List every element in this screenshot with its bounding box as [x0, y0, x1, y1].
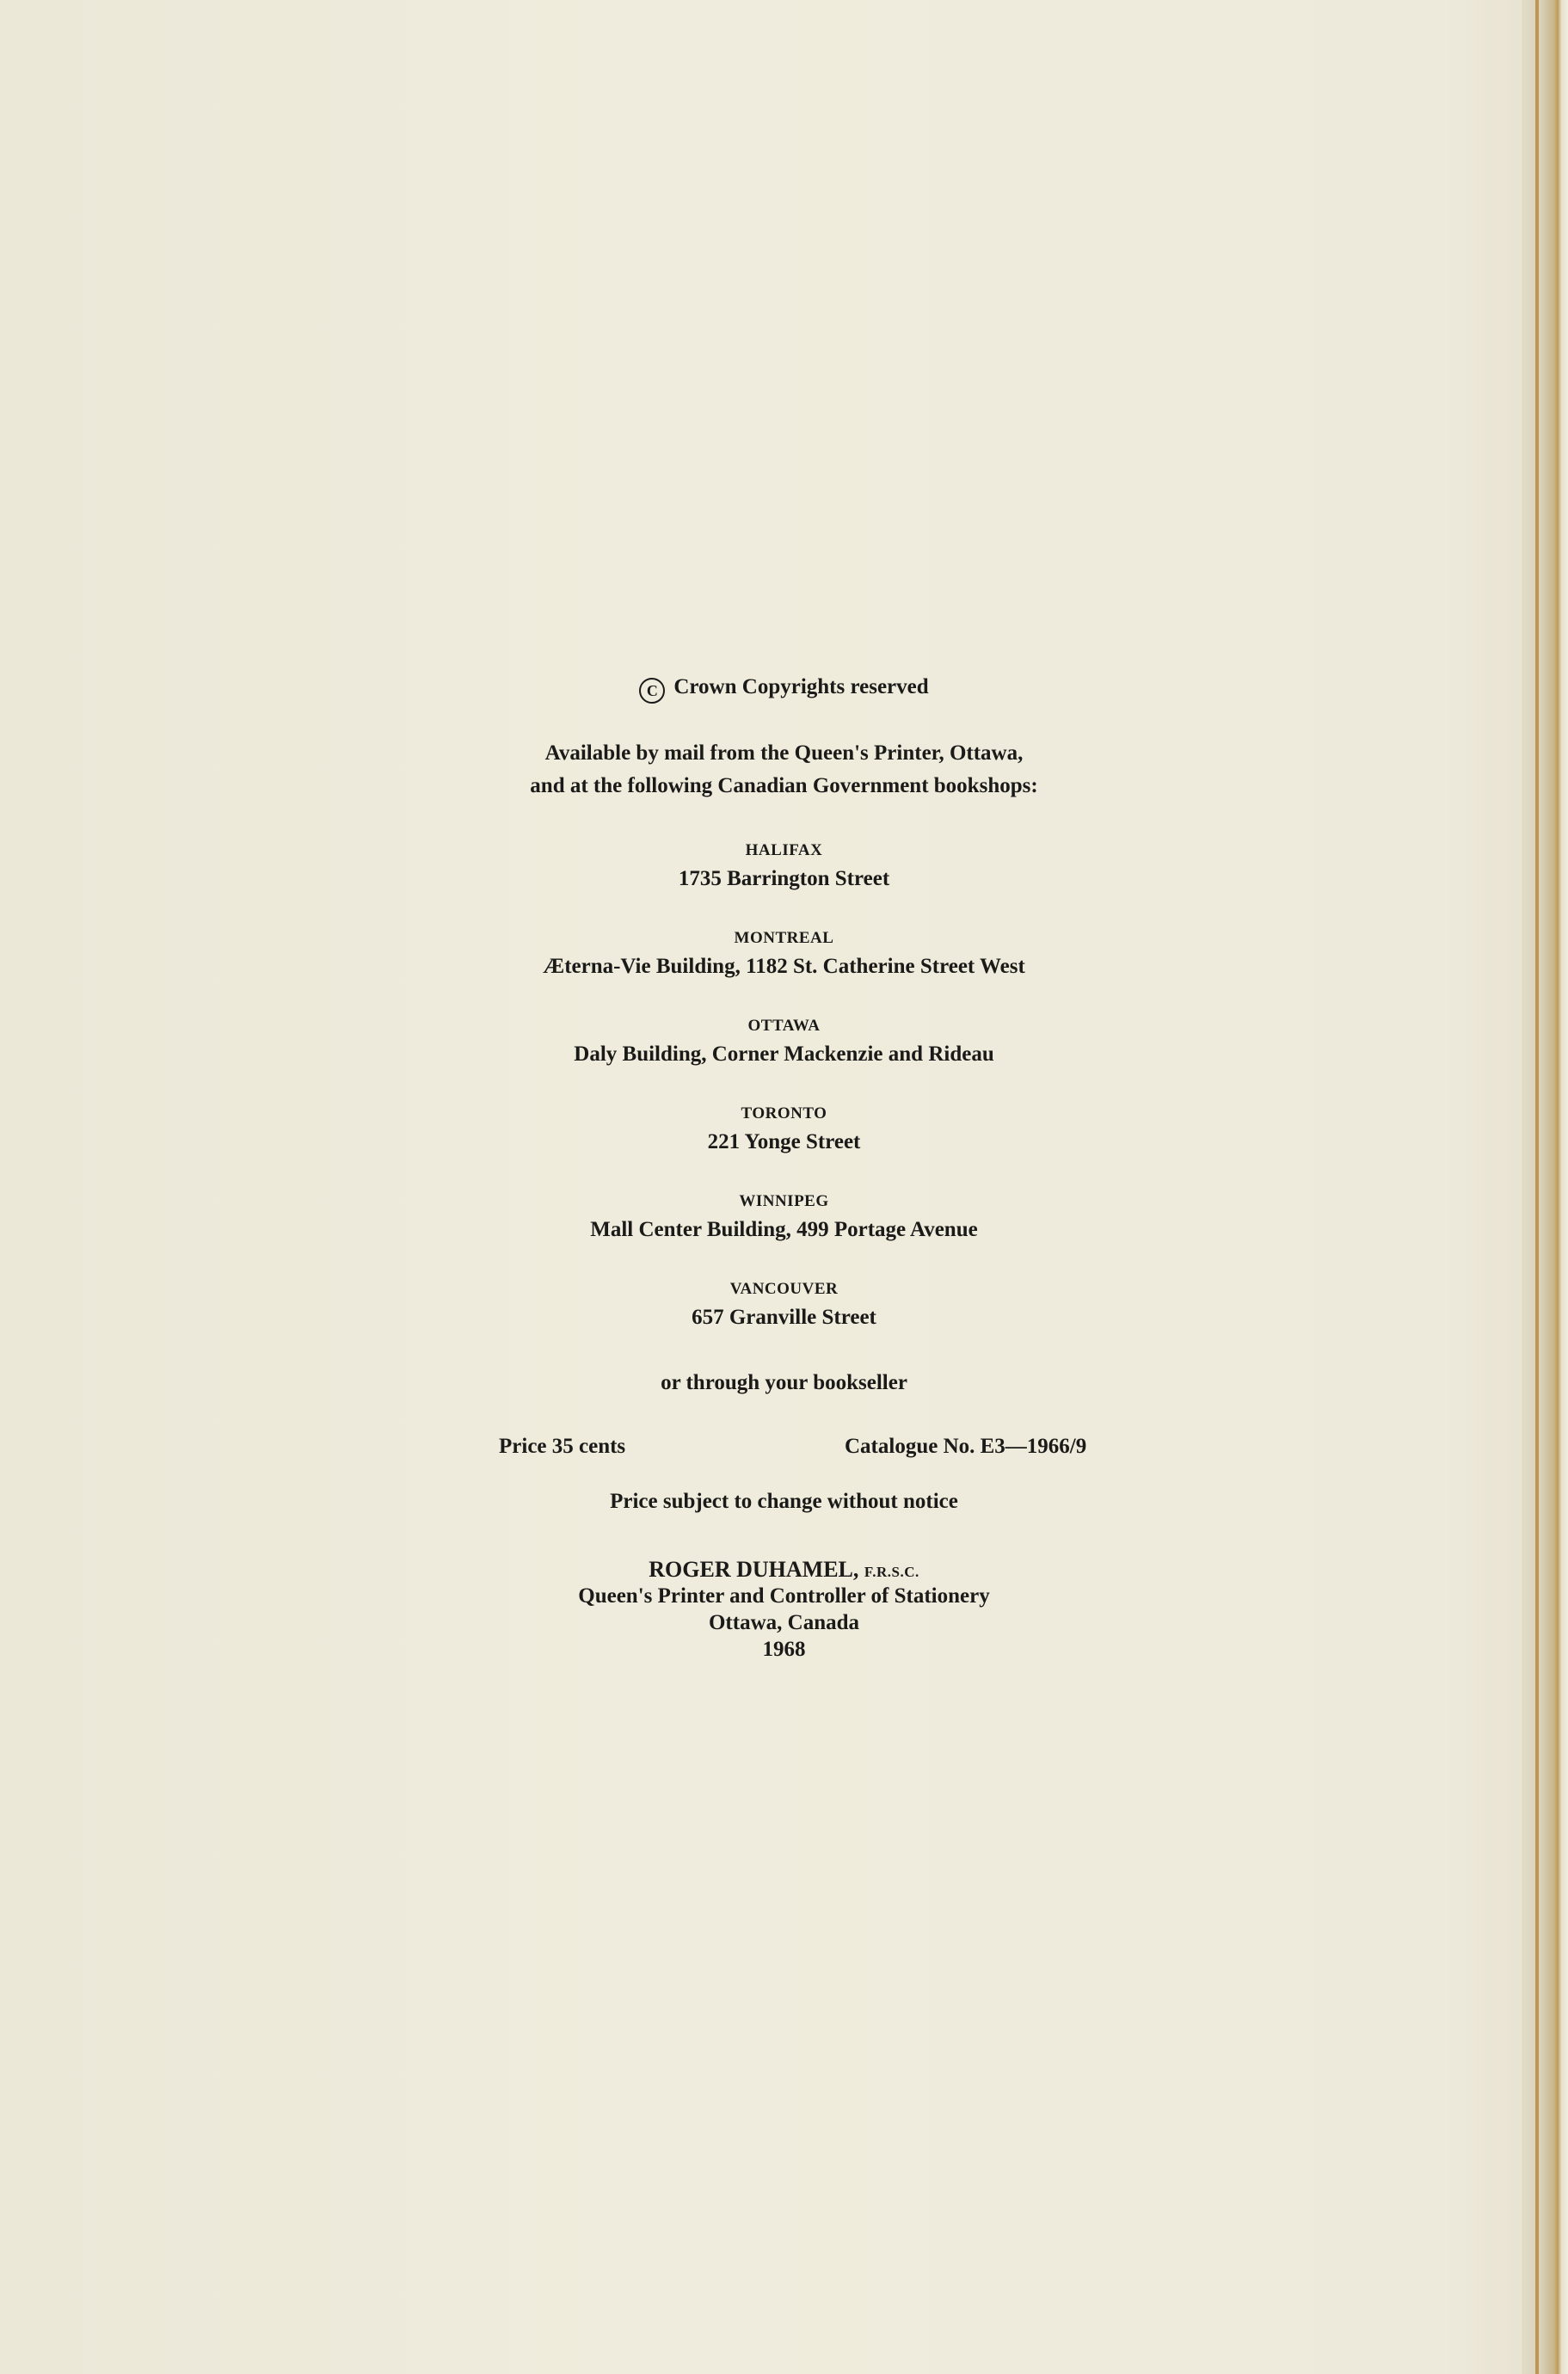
bookseller-line: or through your bookseller: [661, 1371, 907, 1394]
printer-honorific: F.R.S.C.: [864, 1564, 919, 1580]
bookshop-city-vancouver: VANCOUVER: [729, 1280, 839, 1298]
price-text: Price 35 cents: [499, 1435, 626, 1458]
printer-city: Ottawa, Canada: [708, 1611, 859, 1634]
printer-year: 1968: [762, 1638, 806, 1661]
copyright-line: [0, 675, 1568, 704]
bookshop-address-vancouver: 657 Granville Street: [692, 1306, 876, 1329]
availability-line-1: Available by mail from the Queen's Printer, Ottawa,: [544, 741, 1024, 765]
availability-line-2: and at the following Canadian Government bookshops:: [530, 774, 1038, 797]
bookshop-address-winnipeg: Mall Center Building, 499 Portage Avenue: [590, 1218, 978, 1241]
bookshop-address-ottawa: Daly Building, Corner Mackenzie and Rideau: [574, 1042, 994, 1066]
price-notice: Price subject to change without notice: [610, 1490, 958, 1513]
printer-name: ROGER DUHAMEL,: [649, 1557, 859, 1582]
bookshop-address-montreal: Æterna-Vie Building, 1182 St. Catherine Street West: [543, 955, 1025, 978]
bookshop-address-toronto: 221 Yonge Street: [707, 1130, 861, 1153]
copyright-icon: C: [639, 678, 665, 704]
printer-title: Queen's Printer and Controller of Stationery: [578, 1584, 990, 1608]
bookshop-city-halifax: HALIFAX: [745, 841, 823, 859]
bookshop-address-halifax: 1735 Barrington Street: [678, 867, 890, 890]
catalogue-number: Catalogue No. E3—1966/9: [845, 1435, 1087, 1458]
bookshop-city-ottawa: OTTAWA: [747, 1017, 821, 1035]
bookshop-city-montreal: MONTREAL: [734, 929, 834, 947]
bookshop-city-toronto: TORONTO: [741, 1104, 827, 1122]
binding-line: [1535, 0, 1539, 2374]
copyright-text: Crown Copyrights reserved: [673, 675, 929, 698]
bookshop-city-winnipeg: WINNIPEG: [739, 1192, 829, 1210]
printer-name-line: [0, 1557, 1568, 1583]
book-spine-edge: [1522, 0, 1568, 2374]
